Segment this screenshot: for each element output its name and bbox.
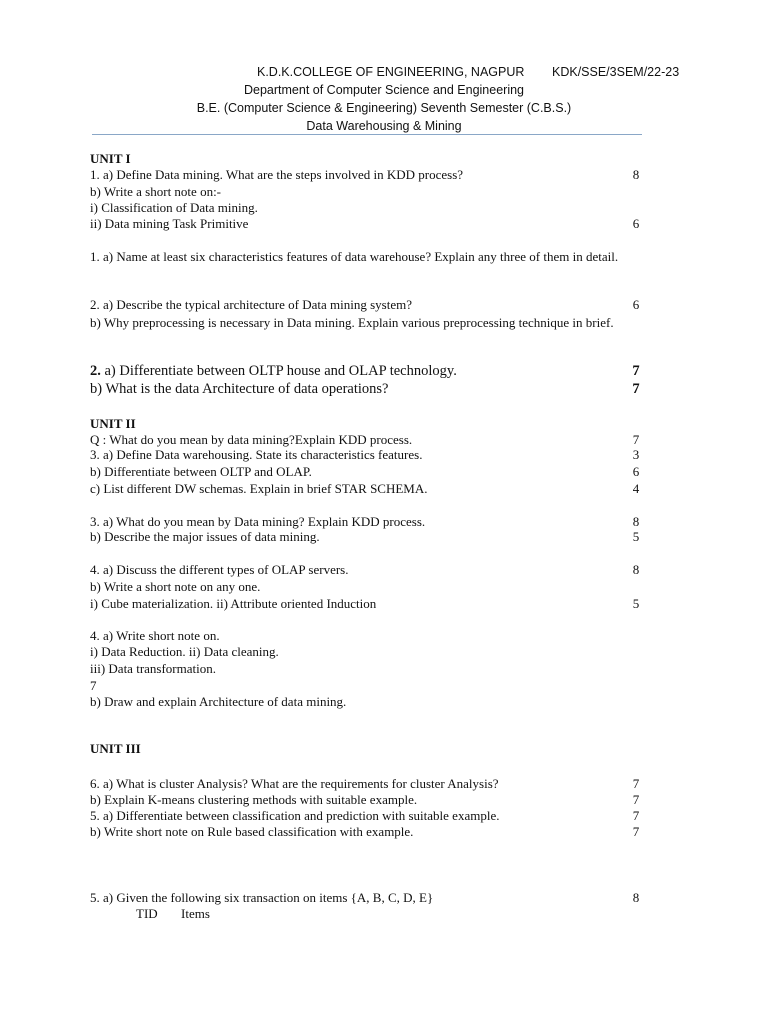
question-marks: 7 bbox=[632, 432, 640, 447]
table-header-tid: TID bbox=[136, 906, 158, 921]
question-marks: 8 bbox=[632, 514, 640, 529]
question-text: Q : What do you mean by data mining?Explain KDD process. bbox=[90, 432, 413, 447]
question-marks: 7 bbox=[632, 824, 640, 839]
college-name: K.D.K.COLLEGE OF ENGINEERING, NAGPUR bbox=[257, 65, 525, 79]
question-text: b) Differentiate between OLTP and OLAP. bbox=[90, 464, 312, 479]
question-text: b) What is the data Architecture of data operations? bbox=[90, 381, 389, 397]
course-name: B.E. (Computer Science & Engineering) Seventh Semester (C.B.S.) bbox=[196, 101, 572, 115]
question-marks: 8 bbox=[632, 562, 640, 577]
question-marks: 7 bbox=[632, 381, 640, 397]
question-marks: 8 bbox=[632, 890, 640, 905]
question-marks: 7 bbox=[632, 792, 640, 807]
question-text: b) Write short note on Rule based classification with example. bbox=[90, 824, 414, 839]
question-text: b) Explain K-means clustering methods with suitable example. bbox=[90, 792, 418, 807]
unit-2-heading: UNIT II bbox=[90, 416, 136, 431]
unit-1-heading: UNIT I bbox=[90, 151, 131, 166]
question-text: c) List different DW schemas. Explain in brief STAR SCHEMA. bbox=[90, 481, 428, 496]
question-text: 1. a) Name at least six characteristics features of data warehouse? Explain any three of them in detail. bbox=[90, 249, 619, 264]
question-marks: 7 bbox=[632, 363, 640, 379]
question-text: 4. a) Write short note on. bbox=[90, 628, 220, 643]
question-marks: 3 bbox=[632, 447, 640, 462]
question-text bbox=[90, 364, 457, 379]
question-text: 5. a) Given the following six transaction on items {A, B, C, D, E} bbox=[90, 890, 434, 905]
question-marks: 7 bbox=[90, 678, 97, 693]
question-text: b) Draw and explain Architecture of data mining. bbox=[90, 694, 347, 709]
question-marks: 7 bbox=[632, 808, 640, 823]
question-text: 5. a) Differentiate between classification and prediction with suitable example. bbox=[90, 808, 500, 823]
question-marks: 7 bbox=[632, 776, 640, 791]
question-body: a) Differentiate between OLTP house and OLAP technology. bbox=[100, 363, 457, 379]
question-number: 2. bbox=[90, 363, 101, 379]
question-text: 6. a) What is cluster Analysis? What are the requirements for cluster Analysis? bbox=[90, 776, 499, 791]
question-text: i) Classification of Data mining. bbox=[90, 200, 258, 215]
question-text: iii) Data transformation. bbox=[90, 661, 216, 676]
table-header-items: Items bbox=[181, 906, 210, 921]
question-marks: 5 bbox=[632, 596, 640, 611]
question-text: b) Write a short note on any one. bbox=[90, 579, 261, 594]
paper-code: KDK/SSE/3SEM/22-23 bbox=[552, 65, 680, 79]
question-text: 3. a) What do you mean by Data mining? Explain KDD process. bbox=[90, 514, 426, 529]
question-text: b) Describe the major issues of data mining. bbox=[90, 529, 320, 544]
question-text: 2. a) Describe the typical architecture of Data mining system? bbox=[90, 297, 412, 312]
question-text: b) Why preprocessing is necessary in Data mining. Explain various preprocessing technique in brief. bbox=[90, 315, 614, 330]
question-text: 4. a) Discuss the different types of OLAP servers. bbox=[90, 562, 349, 577]
question-marks: 4 bbox=[632, 481, 640, 496]
question-text: i) Data Reduction. ii) Data cleaning. bbox=[90, 644, 279, 659]
question-marks: 6 bbox=[632, 297, 640, 312]
question-text: 3. a) Define Data warehousing. State its characteristics features. bbox=[90, 447, 423, 462]
department-name: Department of Computer Science and Engineering bbox=[243, 83, 525, 97]
question-text: i) Cube materialization. ii) Attribute oriented Induction bbox=[90, 596, 377, 611]
subject-title: Data Warehousing & Mining bbox=[306, 119, 462, 133]
unit-3-heading: UNIT III bbox=[90, 741, 141, 756]
question-text: 1. a) Define Data mining. What are the steps involved in KDD process? bbox=[90, 167, 464, 182]
question-marks: 5 bbox=[632, 529, 640, 544]
question-marks: 6 bbox=[632, 464, 640, 479]
question-marks: 8 bbox=[632, 167, 640, 182]
header-divider bbox=[92, 134, 642, 135]
question-text: ii) Data mining Task Primitive bbox=[90, 216, 249, 231]
question-marks: 6 bbox=[632, 216, 640, 231]
question-text: b) Write a short note on:- bbox=[90, 184, 222, 199]
